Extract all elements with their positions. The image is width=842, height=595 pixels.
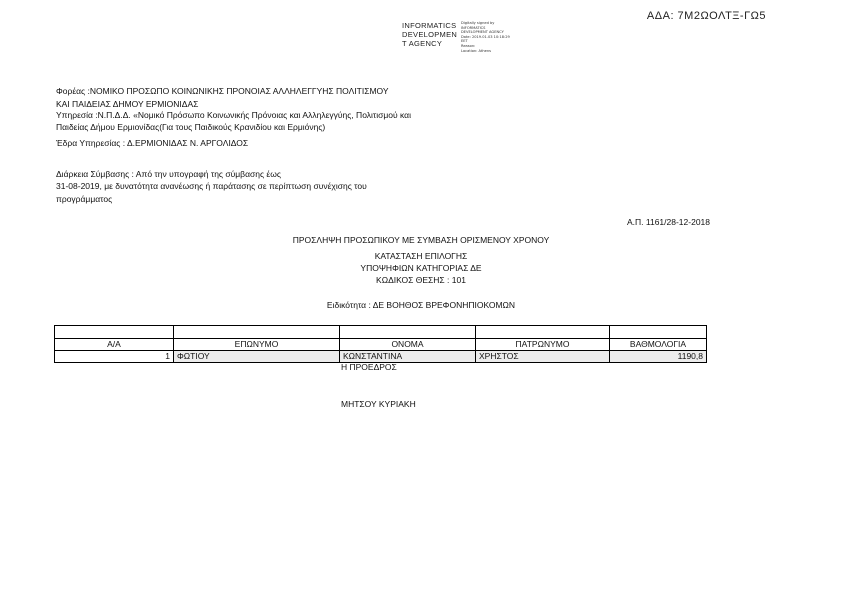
ypopsifion-title: ΥΠΟΨΗΦΙΩΝ ΚΑΤΗΓΟΡΙΑΣ ΔΕ bbox=[360, 263, 482, 273]
cell-eponymo: ΦΩΤΙΟΥ bbox=[174, 351, 340, 363]
column-header-eponymo: ΕΠΩΝΥΜΟ bbox=[174, 339, 340, 351]
digital-signature-line: Location: Athens bbox=[461, 48, 491, 53]
agency-name-line: DEVELOPMEN bbox=[402, 30, 458, 39]
cell-patronymo: ΧΡΗΣΤΟΣ bbox=[476, 351, 610, 363]
digital-signature-line: DEVELOPMENT AGENCY bbox=[461, 30, 504, 35]
column-header-aa: Α/Α bbox=[55, 339, 174, 351]
diarkeia-line-3: προγράμματος bbox=[56, 194, 113, 204]
results-table bbox=[54, 325, 707, 363]
digital-signature-block bbox=[461, 21, 510, 53]
signature-role: Η ΠΡΟΕΔΡΟΣ bbox=[341, 362, 397, 372]
eidikotita: Ειδικότητα : ΔΕ ΒΟΗΘΟΣ ΒΡΕΦΟΝΗΠΙΟΚΟΜΩΝ bbox=[326, 300, 516, 310]
cell-onoma: ΚΩΝΣΤΑΝΤΙΝΑ bbox=[340, 351, 476, 363]
column-header-vathmologia: ΒΑΘΜΟΛΟΓΙΑ bbox=[610, 339, 707, 351]
digital-signature-line: EET bbox=[461, 39, 468, 44]
ypiresia-line-1: Υπηρεσία :Ν.Π.Δ.Δ. «Νομικό Πρόσωπο Κοινωνικής Πρόνοιας και Αλληλεγγύης, Πολιτισμού και bbox=[56, 110, 411, 120]
column-header-onoma: ΟΝΟΜΑ bbox=[340, 339, 476, 351]
diarkeia-line-2: 31-08-2019, με δυνατότητα ανανέωσης ή παράτασης σε περίπτωση συνέχισης του bbox=[56, 181, 367, 191]
agency-name-line: T AGENCY bbox=[402, 39, 443, 48]
table-header-row bbox=[55, 339, 707, 351]
agency-name bbox=[402, 21, 457, 48]
edra-line: Έδρα Υπηρεσίας : Δ.ΕΡΜΙΟΝΙΔΑΣ Ν. ΑΡΓΟΛΙΔΟΣ bbox=[56, 138, 249, 148]
foreas-line-1: Φορέας :ΝΟΜΙΚΟ ΠΡΟΣΩΠΟ ΚΟΙΝΩΝΙΚΗΣ ΠΡΟΝΟΙΑΣ ΑΛΛΗΛΕΓΓΥΗΣ ΠΟΛΙΤΙΣΜΟΥ bbox=[56, 86, 389, 96]
agency-name-line: INFORMATICS bbox=[402, 21, 457, 30]
signature-name: ΜΗΤΣΟΥ ΚΥΡΙΑΚΗ bbox=[341, 399, 416, 409]
foreas-line-2: ΚΑΙ ΠΑΙΔΕΙΑΣ ΔΗΜΟΥ ΕΡΜΙΟΝΙΔΑΣ bbox=[56, 99, 199, 109]
kodikos-thesis: ΚΩΔΙΚΟΣ ΘΕΣΗΣ : 101 bbox=[376, 275, 466, 285]
diarkeia-line-1: Διάρκεια Σύμβασης : Από την υπογραφή της σύμβασης έως bbox=[56, 169, 281, 179]
digital-signature-line: INFORMATICS bbox=[461, 25, 486, 30]
column-header-patronymo: ΠΑΤΡΩΝΥΜΟ bbox=[476, 339, 610, 351]
ada-code: ΑΔΑ: 7Μ2ΩΟΛΤΞ-ΓΩ5 bbox=[646, 10, 766, 22]
table-row bbox=[55, 351, 707, 363]
cell-aa: 1 bbox=[55, 351, 174, 363]
ypiresia-line-2: Παιδείας Δήμου Ερμιονίδας(Για τους Παιδικούς Κρανιδίου και Ερμιόνης) bbox=[56, 122, 326, 132]
table-blank-row bbox=[55, 326, 707, 339]
main-title: ΠΡΟΣΛΗΨΗ ΠΡΟΣΩΠΙΚΟΥ ΜΕ ΣΥΜΒΑΣΗ ΟΡΙΣΜΕΝΟΥ ΧΡΟΝΟΥ bbox=[292, 235, 550, 245]
katastasi-title: ΚΑΤΑΣΤΑΣΗ ΕΠΙΛΟΓΗΣ bbox=[374, 251, 468, 261]
digital-signature-line: Date: 2019.01.03 10:18:29 bbox=[461, 34, 510, 39]
cell-vathmologia: 1190,8 bbox=[610, 351, 707, 363]
protocol-number: Α.Π. 1161/28-12-2018 bbox=[626, 217, 710, 227]
digital-signature-line: Reason: bbox=[461, 43, 476, 48]
digital-signature-line: Digitally signed by bbox=[461, 21, 495, 25]
